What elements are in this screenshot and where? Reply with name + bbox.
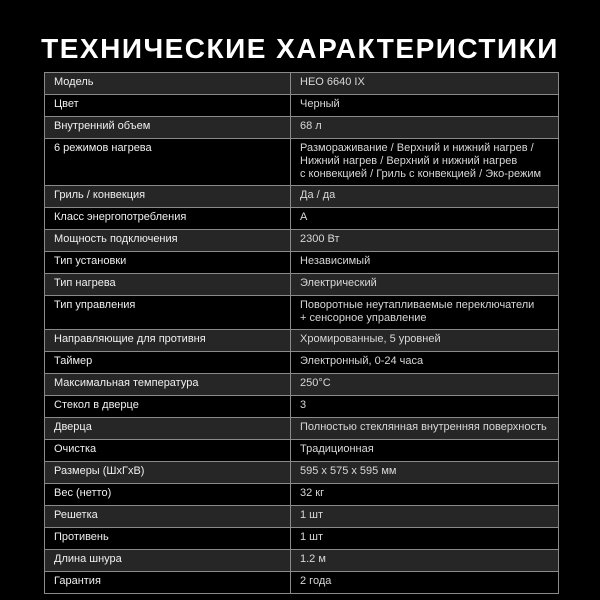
spec-value-line: 1.2 м [300,553,326,565]
spec-value-line: Электронный, 0-24 часа [300,355,424,367]
spec-value-cell [291,374,559,396]
spec-value-cell [291,274,559,296]
table-row [45,550,559,572]
spec-name-cell: Вес (нетто) [45,484,291,506]
spec-value-line: Электрический [300,277,377,289]
spec-value-cell [291,462,559,484]
spec-name-cell: Гриль / конвекция [45,186,291,208]
spec-name-cell: Цвет [45,95,291,117]
spec-name-cell: Максимальная температура [45,374,291,396]
table-row [45,186,559,208]
spec-value-line: Полностью стеклянная внутренняя поверхность [300,421,547,433]
spec-value-cell [291,396,559,418]
specs-table-body [45,73,559,594]
spec-value-cell [291,418,559,440]
spec-name-cell: Тип управления [45,296,291,330]
spec-value-line: 250°C [300,377,331,389]
spec-value-line: + сенсорное управление [300,312,427,324]
table-row [45,462,559,484]
spec-name-cell: Очистка [45,440,291,462]
spec-value-line: Размораживание / Верхний и нижний нагрев / [300,142,534,154]
spec-value-cell [291,330,559,352]
spec-value-line: 595 x 575 x 595 мм [300,465,397,477]
spec-value-cell [291,528,559,550]
spec-value-cell [291,117,559,139]
spec-value-line: Черный [300,98,340,110]
spec-value-cell [291,550,559,572]
spec-value-cell [291,484,559,506]
spec-value-cell [291,572,559,594]
spec-name-cell: Стекол в дверце [45,396,291,418]
spec-value-line: Хромированные, 5 уровней [300,333,441,345]
spec-name-cell: 6 режимов нагрева [45,139,291,186]
table-row [45,418,559,440]
spec-value-line: 3 [300,399,307,411]
table-row [45,95,559,117]
spec-value-line: 2 года [300,575,332,587]
spec-name-cell: Класс энергопотребления [45,208,291,230]
table-row [45,139,559,186]
spec-value-cell [291,440,559,462]
table-row [45,374,559,396]
table-row [45,506,559,528]
table-row [45,352,559,374]
table-row [45,528,559,550]
spec-name-cell: Таймер [45,352,291,374]
table-row [45,252,559,274]
spec-name-cell: Тип установки [45,252,291,274]
table-row [45,274,559,296]
spec-value-cell [291,73,559,95]
spec-name-cell: Направляющие для противня [45,330,291,352]
spec-value-line: 32 кг [300,487,325,499]
spec-value-cell [291,208,559,230]
spec-value-line: Независимый [300,255,371,267]
spec-value-cell [291,139,559,186]
spec-value-cell [291,186,559,208]
spec-value-line: 1 шт [300,531,324,543]
specs-table [44,72,559,594]
spec-name-cell: Мощность подключения [45,230,291,252]
spec-name-cell: Длина шнура [45,550,291,572]
spec-name-cell: Размеры (ШхГхВ) [45,462,291,484]
table-row [45,330,559,352]
spec-value-line: Поворотные неутапливаемые переключатели [300,299,535,311]
spec-value-line: 2300 Вт [300,233,340,245]
spec-value-cell [291,506,559,528]
spec-value-line: Традиционная [300,443,374,455]
table-row [45,484,559,506]
spec-name-cell: Тип нагрева [45,274,291,296]
table-row [45,296,559,330]
spec-value-cell [291,352,559,374]
spec-value-cell [291,252,559,274]
spec-name-cell: Противень [45,528,291,550]
spec-name-cell: Модель [45,73,291,95]
table-row [45,73,559,95]
spec-name-cell: Дверца [45,418,291,440]
spec-value-cell [291,296,559,330]
spec-value-cell [291,95,559,117]
spec-value-line: 1 шт [300,509,324,521]
table-row [45,396,559,418]
spec-name-cell: Внутренний объем [45,117,291,139]
spec-value-line: с конвекцией / Гриль с конвекцией / Эко-режим [300,168,542,180]
spec-value-line: 68 л [300,120,322,132]
spec-value-cell [291,230,559,252]
table-row [45,208,559,230]
spec-value-line: Нижний нагрев / Верхний и нижний нагрев [300,155,518,167]
spec-name-cell: Решетка [45,506,291,528]
page-title: ТЕХНИЧЕСКИЕ ХАРАКТЕРИСТИКИ [41,33,559,64]
table-row [45,230,559,252]
spec-name-cell: Гарантия [45,572,291,594]
table-row [45,572,559,594]
spec-value-line: Да / да [300,189,336,201]
table-row [45,440,559,462]
spec-value-line: HEO 6640 IX [300,76,365,88]
table-row [45,117,559,139]
spec-value-line: A [300,211,308,223]
